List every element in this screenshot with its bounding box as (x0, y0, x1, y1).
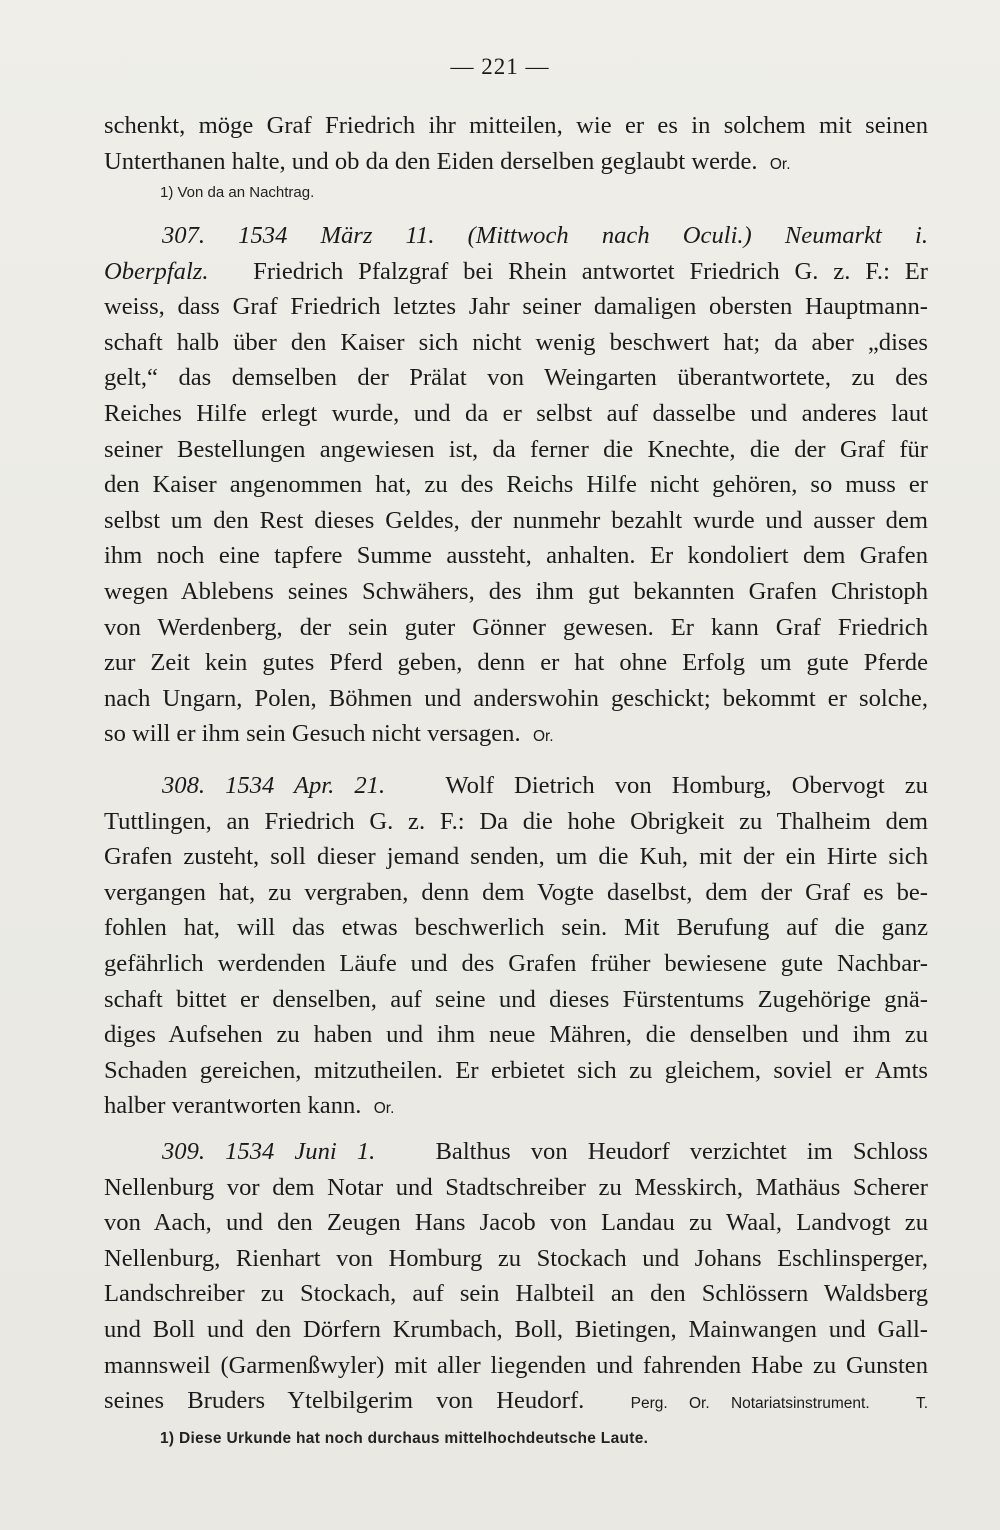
text-line-content: Friedrich Pfalzgraf bei Rhein antwortet Friedrich G. z. F.: Er (253, 257, 928, 285)
text-line: ihm noch eine tapfere Summe aussteht, anhalten. Er kondoliert dem Grafen (104, 542, 928, 570)
text-line: den Kaiser angenommen hat, zu des Reichs Hilfe nicht gehören, so muss er (104, 471, 928, 499)
text-line: gelt,“ das demselben der Prälat von Weingarten überantwortete, zu des (104, 364, 928, 392)
text-line: weiss, dass Graf Friedrich letztes Jahr seiner damaligen obersten Hauptmann- (104, 293, 928, 321)
entry-309 (104, 1134, 928, 1419)
source-note-end: T. (915, 1395, 928, 1413)
footnote-mittelhochdeutsch: 1) Diese Urkunde hat noch durchaus mittelhochdeutsche Laute. (160, 1430, 649, 1447)
text-line-content: Balthus von Heudorf verzichtet im Schloss (435, 1138, 928, 1165)
text-line: wegen Ablebens seines Schwähers, des ihm gut bekannten Grafen Christoph (104, 577, 928, 605)
text-line-content: seines Bruders Ytelbilgerim von Heudorf. (104, 1387, 585, 1415)
text-line: Nellenburg vor dem Notar und Stadtschreiber zu Messkirch, Mathäus Scherer (104, 1173, 928, 1201)
text-line: schenkt, möge Graf Friedrich ihr mitteilen, wie er es in solchem mit seinen (104, 112, 928, 139)
entry-heading: 308. 1534 Apr. 21. (162, 772, 386, 799)
entry-heading: 307. 1534 März 11. (Mittwoch nach Oculi.) Neumarkt i. (162, 222, 928, 249)
text-line: Nellenburg, Rienhart von Homburg zu Stockach und Johans Eschlinsperger, (104, 1244, 928, 1272)
entry-heading: 309. 1534 Juni 1. (162, 1138, 376, 1165)
text-line: von Aach, und den Zeugen Hans Jacob von Landau zu Waal, Landvogt zu (104, 1209, 928, 1237)
text-line: mannsweil (Garmenßwyler) mit aller liegenden und fahrenden Habe zu Gunsten (104, 1351, 928, 1379)
text-line: seiner Bestellungen angewiesen ist, da ferner die Knechte, die der Graf für (104, 435, 928, 463)
source-note: Or. (532, 728, 554, 746)
text-line (104, 254, 928, 290)
text-line: diges Aufsehen zu haben und ihm neue Mähren, die denselben und ihm zu (104, 1021, 928, 1049)
text-line (104, 1383, 928, 1419)
text-line-content: halber verantworten kann. (104, 1092, 362, 1120)
text-line: Grafen zusteht, soll dieser jemand senden, um die Kuh, mit der ein Hirte sich (104, 843, 928, 871)
entry-heading-continuation: Oberpfalz. (104, 257, 209, 285)
text-line: Tuttlingen, an Friedrich G. z. F.: Da die hohe Obrigkeit zu Thalheim dem (104, 807, 928, 835)
text-line-content: Wolf Dietrich von Homburg, Obervogt zu (445, 772, 928, 799)
text-line: und Boll und den Dörfern Krumbach, Boll, Bietingen, Mainwangen und Gall- (104, 1315, 928, 1343)
entry-308 (104, 768, 928, 1124)
text-line-content: so will er ihm sein Gesuch nicht versagen. (104, 720, 521, 748)
text-line (104, 768, 928, 804)
text-line: zur Zeit kein gutes Pferd geben, denn er hat ohne Erfolg um gute Pferde (104, 649, 928, 677)
entry-307 (104, 218, 928, 752)
text-line: Landschreiber zu Stockach, auf sein Halbteil an den Schlössern Waldsberg (104, 1280, 928, 1308)
text-line: vergangen hat, zu vergraben, denn dem Vogte daselbst, dem der Graf es be- (104, 878, 928, 906)
paragraph-continuation (104, 108, 928, 179)
text-line: von Werdenberg, der sein guter Gönner gewesen. Er kann Graf Friedrich (104, 613, 928, 641)
page-number: — 221 — (450, 54, 550, 79)
footnote-nachtrag: 1) Von da an Nachtrag. (160, 184, 315, 201)
text-line: schaft bittet er denselben, auf seine und dieses Fürstentums Zugehörige gnä- (104, 985, 928, 1013)
text-line (104, 144, 928, 180)
text-line: gefährlich werdenden Läufe und des Grafen früher bewiesene gute Nachbar- (104, 949, 928, 977)
text-line: nach Ungarn, Polen, Böhmen und anderswohin geschickt; bekommt er solche, (104, 684, 928, 712)
source-note: Or. (769, 155, 791, 173)
source-note: Perg. Or. Notariatsinstrument. (630, 1395, 870, 1413)
text-line (104, 1088, 928, 1124)
text-line: Schaden gereichen, mitzutheilen. Er erbietet sich zu gleichem, soviel er Amts (104, 1056, 928, 1084)
text-line: schaft halb über den Kaiser sich nicht wenig beschwert hat; da aber „dises (104, 328, 928, 356)
text-line (104, 716, 928, 752)
text-line (104, 1134, 928, 1170)
text-line: selbst um den Rest dieses Geldes, der nunmehr bezahlt wurde und ausser dem (104, 506, 928, 534)
text-line-content: Unterthanen halte, und ob da den Eiden derselben geglaubt werde. (104, 147, 758, 175)
text-line: fohlen hat, will das etwas beschwerlich sein. Mit Berufung auf die ganz (104, 914, 928, 942)
text-line: Reiches Hilfe erlegt wurde, und da er selbst auf dasselbe und anderes laut (104, 399, 928, 427)
source-note: Or. (373, 1100, 395, 1118)
